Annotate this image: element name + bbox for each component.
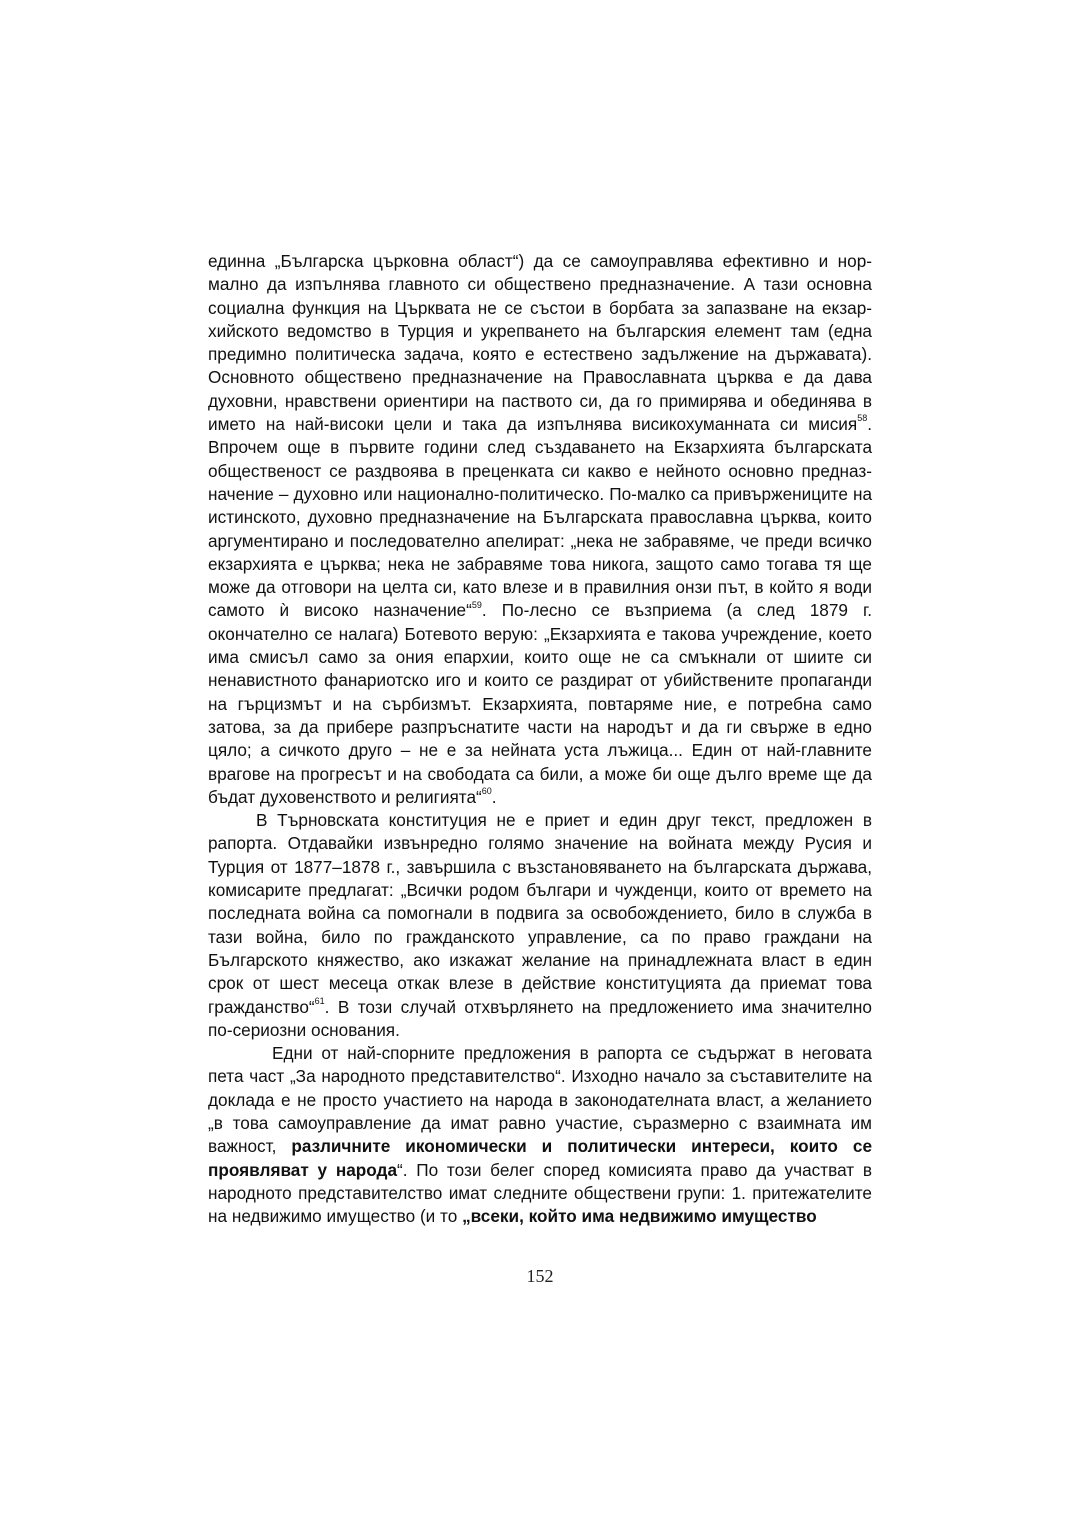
page-number: 152 <box>526 1266 554 1286</box>
paragraph-1 <box>208 250 872 809</box>
text-run: . <box>491 786 497 807</box>
text-run: . В този случай отхвърлянето на предложението има значително по-сериозни основания. <box>208 996 872 1040</box>
emphasis-text: различните икономически и политически интереси, които се проявляват у народа <box>208 1136 872 1180</box>
footnote-ref: 60 <box>481 786 492 797</box>
emphasis-text: „всеки, който има недвижимо имущество <box>462 1206 817 1227</box>
text-run: В Търновската конституция не е приет и един друг текст, предложен в рапорта. Отдавайки извънредно голямо значение на войната между Русия и Турция от 1877–1878 г., завършила с възстановяването на българската държава, комисарите предлагат: „Всички родом българи и чужденци, които от времето на последната война са помогнали в подвига за освобождението, било в служба в тази война, било по гражданското управление, са по право граждани на Българското княжество, ако изкажат желание на принадлежната власт в един срок от шест месеца откак влезе в действие конституцията да приемат това гражданство“ <box>208 810 872 1017</box>
main-text <box>208 250 872 1228</box>
text-run: . По-лесно се възприема (а след 1879 г. окончателно се налага) Ботевото верую: „Екзархията е такова учреждение, което има смисъл само за ония епархии, които още не са смъкнали от шиите си ненавистното фанариотско иго и които се раздират от убийствените пропаганди на гърцизмът и на сърбизмът. Екзархията, повтаряме ние, е потребна само затова, за да прибере разпръснатите части на народът и да ги свърже в едно цяло; а сичкото друго – не е за нейната уста лъжица... Един от най-главните врагове на прогресът и на свободата са били, а може би още дълго време ще да бъдат духовенството и религията“ <box>208 600 872 807</box>
text-run: Едни от най-спорните предложения в рапорта се съдържат в неговата пета част „За народното представителство“. Изходно начало за съставителите на доклада е не просто участието на народа в законодателната власт, а желанието „в това самоуправление да имат равно участие, съразмерно с взаимната им важност, <box>208 1043 872 1157</box>
footnote-ref: 58 <box>857 413 868 424</box>
paragraph-3 <box>208 1042 872 1228</box>
text-run: . Впрочем още в първите години след създаването на Екзархията българската общественост се раздвоява в преценката си какво е нейното основно предназначение – духовно или национално-политическо. По-малко са привържениците на истинското, духовно предназначение на Българската православна църква, които аргументирано и последователно апелират: „нека не забравяме, че преди всичко екзархията е църква; нека не забравяме това никога, защото само тогава тя ще може да отговори на целта си, като влезе и в правилния онзи път, в който я води самото ѝ високо назначение“ <box>208 414 872 621</box>
footnote-ref: 61 <box>314 995 325 1006</box>
text-run: единна „Българска църковна област“) да се самоуправлява ефективно и нормално да изпълнява главното си обществено предназначение. А тази основна социална функция на Църквата не се състои в борбата за запазване на екзархийското ведомство в Турция и укрепването на българския елемент там (една предимно политическа задача, която е естествено задължение на държавата). Основното обществено предназначение на Православната църква е да дава духовни, нравствени ориентири на паството си, да го примирява и обединява в името на най-високи цели и така да изпълнява висикохуманната си мисия <box>208 251 872 435</box>
paragraph-2 <box>208 809 872 1042</box>
footnote-ref: 59 <box>471 599 482 610</box>
text-run: “. По този белег според комисията право да участват в народното представителство имат следните обществени групи: 1. притежателите на недвижимо имущество (и то <box>208 1159 872 1227</box>
